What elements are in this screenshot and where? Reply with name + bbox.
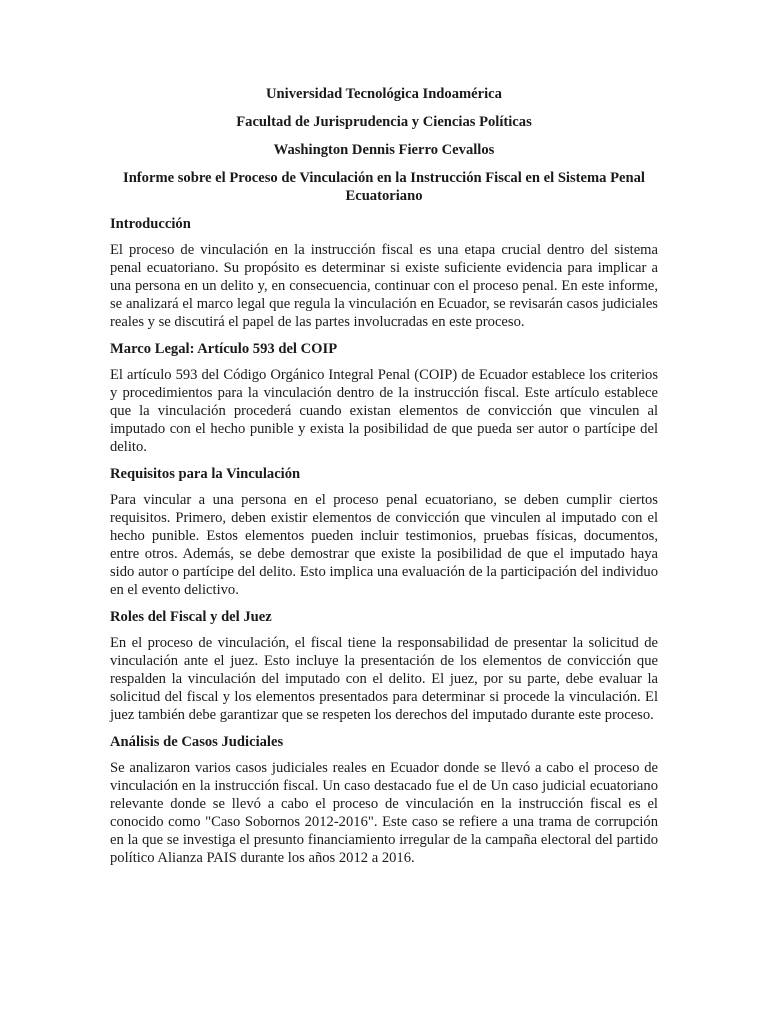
- section-body-legal-framework: El artículo 593 del Código Orgánico Integral Penal (COIP) de Ecuador establece los criterios y procedimientos para la vinculación dentro de la instrucción fiscal. Este artículo establece que la vinculación procederá cuando existan elementos de convicción que vinculen al imputado con el hecho punible y exista la posibilidad de que pueda ser autor o partícipe del delito.: [110, 367, 658, 455]
- section-heading-introduction: Introducción: [110, 216, 191, 232]
- section-body-requirements: Para vincular a una persona en el proceso penal ecuatoriano, se deben cumplir ciertos requisitos. Primero, deben existir elementos de convicción que vinculen al imputado con el hecho punible. Estos elementos pueden incluir testimonios, pruebas físicas, documentos, entre otros. Además, se debe demostrar que existe la posibilidad de que el imputado haya sido autor o partícipe del delito. Esto implica una evaluación de la participación del individuo en el evento delictivo.: [110, 492, 658, 598]
- section-heading-requirements: Requisitos para la Vinculación: [110, 466, 301, 482]
- section-heading-roles: Roles del Fiscal y del Juez: [110, 609, 272, 625]
- section-body-case-analysis: Se analizaron varios casos judiciales reales en Ecuador donde se llevó a cabo el proceso de vinculación en la instrucción fiscal. Un caso destacado fue el de Un caso judicial ecuatoriano relevante donde se llevó a cabo el proceso de vinculación en la instrucción fiscal es el conocido como "Caso Sobornos 2012-2016". Este caso se refiere a una trama de corrupción en la que se investiga el presunto financiamiento irregular de la campaña electoral del partido político Alianza PAIS durante los años 2012 a 2016.: [110, 760, 658, 866]
- report-title: Informe sobre el Proceso de Vinculación en la Instrucción Fiscal en el Sistema Penal Ecuatoriano: [123, 170, 645, 204]
- section-body-introduction: El proceso de vinculación en la instrucción fiscal es una etapa crucial dentro del sistema penal ecuatoriano. Su propósito es determinar si existe suficiente evidencia para implicar a una persona en un delito y, en consecuencia, continuar con el proceso penal. En este informe, se analizará el marco legal que regula la vinculación en Ecuador, se revisarán casos judiciales reales y se discutirá el papel de las partes involucradas en este proceso.: [110, 242, 658, 330]
- section-heading-case-analysis: Análisis de Casos Judiciales: [110, 734, 284, 750]
- university-name: Universidad Tecnológica Indoamérica: [266, 86, 502, 102]
- section-heading-legal-framework: Marco Legal: Artículo 593 del COIP: [110, 341, 338, 357]
- author-name: Washington Dennis Fierro Cevallos: [273, 142, 495, 158]
- faculty-name: Facultad de Jurisprudencia y Ciencias Políticas: [236, 114, 532, 130]
- section-body-roles: En el proceso de vinculación, el fiscal tiene la responsabilidad de presentar la solicitud de vinculación ante el juez. Esto incluye la presentación de los elementos de convicción que respalden la vinculación del imputado con el delito. El juez, por su parte, debe evaluar la solicitud del fiscal y los elementos presentados para determinar si procede la vinculación. El juez también debe garantizar que se respeten los derechos del imputado durante este proceso.: [110, 635, 658, 723]
